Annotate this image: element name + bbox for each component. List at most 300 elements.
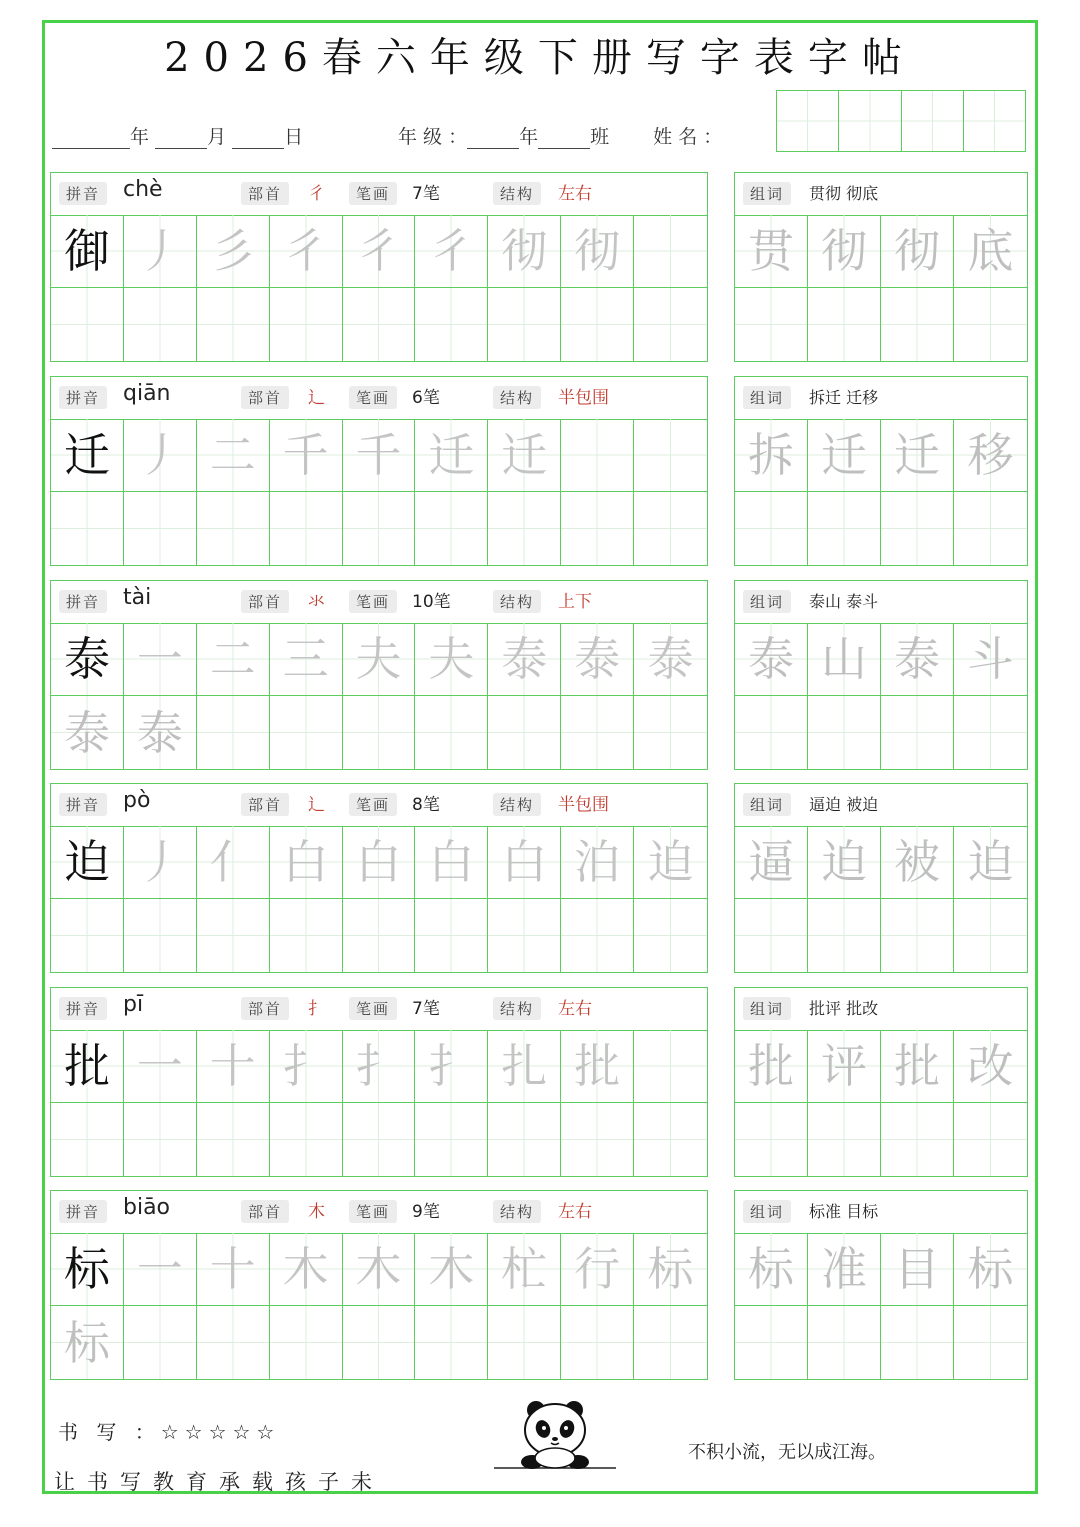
word-writing-cell[interactable] [954, 899, 1027, 972]
word-grid [735, 623, 1027, 769]
word-writing-cell[interactable] [881, 623, 954, 696]
writing-cell[interactable] [561, 288, 634, 361]
writing-cell[interactable] [51, 288, 124, 361]
word-writing-cell[interactable] [881, 899, 954, 972]
writing-cell[interactable] [415, 1103, 488, 1176]
char-header [51, 784, 707, 827]
stroke-step-char: 白 [282, 835, 329, 889]
writing-cell[interactable] [124, 696, 197, 769]
stroke-step-char: 夫 [355, 632, 402, 686]
practice-grid [51, 1030, 707, 1176]
writing-cell[interactable] [343, 1233, 416, 1306]
writing-cell[interactable] [343, 1306, 416, 1379]
class-line [398, 122, 722, 149]
word-writing-cell[interactable] [954, 288, 1027, 361]
strokes-value: 9笔 [412, 1202, 440, 1222]
word-writing-cell[interactable] [735, 492, 808, 565]
structure-tag: 结构 [493, 793, 541, 816]
name-cell[interactable] [839, 91, 901, 151]
writing-cell[interactable] [270, 826, 343, 899]
word-trace-char: 被 [894, 835, 940, 889]
writing-cell[interactable] [270, 1030, 343, 1103]
word-writing-cell[interactable] [954, 623, 1027, 696]
word-trace-char: 迫 [967, 835, 1014, 889]
word-writing-cell[interactable] [808, 419, 881, 492]
words-header [735, 1191, 1027, 1234]
class-blank[interactable] [538, 128, 590, 149]
writing-cell[interactable] [488, 215, 561, 288]
stroke-step-char: 杧 [501, 1242, 548, 1296]
words-tag: 组词 [743, 997, 791, 1020]
radical-value: 扌 [308, 999, 325, 1019]
writing-cell[interactable] [634, 623, 707, 696]
writing-cell[interactable] [561, 419, 634, 492]
word-writing-cell[interactable] [881, 1030, 954, 1103]
practice-grid [51, 419, 707, 565]
stroke-step-char: 木 [428, 1242, 475, 1296]
writing-cell[interactable] [415, 696, 488, 769]
word-trace-char: 拆 [748, 428, 794, 482]
writing-cell[interactable] [197, 1306, 270, 1379]
practice-grid [51, 623, 707, 769]
char-header [51, 377, 707, 420]
writing-cell[interactable] [51, 1306, 124, 1379]
stroke-step-char: 亻 [209, 835, 256, 889]
model-char: 标 [63, 1242, 110, 1296]
writing-cell[interactable] [197, 1030, 270, 1103]
word-practice-block [734, 987, 1028, 1177]
word-writing-cell[interactable] [808, 1103, 881, 1176]
writing-cell[interactable] [124, 623, 197, 696]
writing-cell[interactable] [561, 492, 634, 565]
structure-tag: 结构 [493, 1200, 541, 1223]
word-writing-cell[interactable] [808, 1030, 881, 1103]
pinyin-value: qiān [123, 381, 171, 406]
model-char: 迁 [63, 428, 110, 482]
words-tag: 组词 [743, 386, 791, 409]
word-writing-cell[interactable] [881, 696, 954, 769]
words-header [735, 988, 1027, 1031]
stroke-step-char: 标 [63, 1315, 110, 1370]
char-header [51, 988, 707, 1031]
writing-cell[interactable] [124, 288, 197, 361]
words-tag: 组词 [743, 1200, 791, 1223]
stroke-practice-block [50, 783, 708, 973]
writing-cell[interactable] [343, 696, 416, 769]
stroke-step-char: 白 [501, 835, 548, 889]
word-grid [735, 419, 1027, 565]
writing-cell[interactable] [415, 1030, 488, 1103]
writing-cell[interactable] [561, 1233, 634, 1306]
stroke-step-char: 木 [282, 1242, 329, 1296]
quote-text: 不积小流，无以成江海。 [688, 1442, 886, 1463]
writing-cell[interactable] [270, 419, 343, 492]
month-label: 月 [207, 126, 227, 148]
structure-tag: 结构 [493, 386, 541, 409]
name-box[interactable] [776, 90, 1026, 152]
word-writing-cell[interactable] [881, 1306, 954, 1379]
name-cell[interactable] [777, 91, 839, 151]
word-writing-cell[interactable] [954, 215, 1027, 288]
word-practice-block [734, 580, 1028, 770]
words-header [735, 581, 1027, 624]
strokes-value: 7笔 [412, 999, 440, 1019]
writing-cell[interactable] [124, 826, 197, 899]
character-section [50, 783, 1028, 973]
strokes-tag: 笔画 [349, 182, 397, 205]
word-writing-cell[interactable] [735, 1103, 808, 1176]
word-writing-cell[interactable] [954, 1030, 1027, 1103]
stroke-step-char: 千 [355, 428, 402, 482]
word-writing-cell[interactable] [735, 288, 808, 361]
strokes-tag: 笔画 [349, 1200, 397, 1223]
stroke-step-char: 二 [209, 632, 256, 686]
word-writing-cell[interactable] [881, 1103, 954, 1176]
word-writing-cell[interactable] [954, 826, 1027, 899]
month-blank[interactable] [155, 128, 207, 149]
writing-cell[interactable] [561, 623, 634, 696]
word-trace-char: 目 [894, 1242, 940, 1296]
writing-cell[interactable] [488, 826, 561, 899]
writing-cell[interactable] [197, 1233, 270, 1306]
writing-cell[interactable] [197, 1103, 270, 1176]
word-trace-char: 彻 [821, 224, 867, 278]
strokes-value: 10笔 [412, 592, 451, 612]
name-label: 姓 名 ： [653, 126, 723, 148]
word-trace-char: 标 [748, 1242, 794, 1296]
writing-cell[interactable] [634, 492, 707, 565]
word-trace-char: 斗 [967, 632, 1014, 686]
writing-cell[interactable] [124, 899, 197, 972]
grade-year-label: 年 [519, 126, 539, 148]
pinyin-tag: 拼音 [59, 997, 107, 1020]
stroke-step-char: 木 [355, 1242, 402, 1296]
practice-grid [51, 826, 707, 972]
word-writing-cell[interactable] [954, 419, 1027, 492]
word-trace-char: 迁 [821, 428, 867, 482]
word-practice-block [734, 783, 1028, 973]
writing-cell[interactable] [561, 1030, 634, 1103]
stroke-practice-block [50, 172, 708, 362]
day-label: 日 [284, 126, 304, 148]
word-writing-cell[interactable] [808, 826, 881, 899]
word-writing-cell[interactable] [808, 696, 881, 769]
structure-tag: 结构 [493, 590, 541, 613]
model-char-cell [51, 623, 124, 696]
writing-cell[interactable] [561, 826, 634, 899]
word-writing-cell[interactable] [954, 1306, 1027, 1379]
writing-cell[interactable] [197, 696, 270, 769]
year-blank[interactable] [52, 128, 130, 149]
word-writing-cell[interactable] [954, 1103, 1027, 1176]
word-writing-cell[interactable] [881, 419, 954, 492]
writing-cell[interactable] [634, 419, 707, 492]
writing-cell[interactable] [343, 215, 416, 288]
words-value: 拆迁 迁移 [809, 388, 879, 407]
words-value: 贯彻 彻底 [809, 184, 879, 203]
writing-cell[interactable] [488, 899, 561, 972]
writing-cell[interactable] [561, 215, 634, 288]
class-label: 班 [590, 126, 610, 148]
writing-cell[interactable] [343, 1103, 416, 1176]
word-writing-cell[interactable] [881, 492, 954, 565]
character-section [50, 580, 1028, 770]
writing-cell[interactable] [270, 1306, 343, 1379]
word-writing-cell[interactable] [881, 826, 954, 899]
grade-label: 年 级 ： [398, 126, 468, 148]
stroke-practice-block [50, 376, 708, 566]
radical-value: 氺 [308, 592, 325, 612]
writing-cell[interactable] [197, 419, 270, 492]
stroke-step-char: 彳 [355, 224, 402, 278]
writing-cell[interactable] [270, 696, 343, 769]
writing-cell[interactable] [415, 288, 488, 361]
strokes-tag: 笔画 [349, 997, 397, 1020]
writing-cell[interactable] [343, 492, 416, 565]
structure-value: 半包围 [558, 388, 609, 408]
radical-tag: 部首 [241, 386, 289, 409]
stroke-practice-block [50, 580, 708, 770]
word-writing-cell[interactable] [808, 1306, 881, 1379]
writing-cell[interactable] [488, 492, 561, 565]
writing-cell[interactable] [124, 492, 197, 565]
writing-cell[interactable] [197, 492, 270, 565]
pinyin-value: biāo [123, 1195, 171, 1220]
date-line [52, 122, 303, 149]
word-writing-cell[interactable] [954, 696, 1027, 769]
radical-tag: 部首 [241, 182, 289, 205]
word-grid [735, 215, 1027, 361]
writing-cell[interactable] [634, 1103, 707, 1176]
word-trace-char: 迫 [821, 835, 867, 889]
words-tag: 组词 [743, 590, 791, 613]
word-writing-cell[interactable] [808, 899, 881, 972]
writing-cell[interactable] [343, 288, 416, 361]
words-value: 逼迫 被迫 [809, 795, 879, 814]
pinyin-tag: 拼音 [59, 386, 107, 409]
stroke-practice-block [50, 1190, 708, 1380]
word-writing-cell[interactable] [881, 215, 954, 288]
word-writing-cell[interactable] [808, 215, 881, 288]
word-writing-cell[interactable] [881, 288, 954, 361]
writing-cell[interactable] [634, 215, 707, 288]
word-writing-cell[interactable] [808, 623, 881, 696]
word-writing-cell[interactable] [735, 899, 808, 972]
stroke-step-char: 泰 [501, 632, 548, 686]
radical-tag: 部首 [241, 1200, 289, 1223]
name-cell[interactable] [902, 91, 964, 151]
structure-value: 半包围 [558, 795, 609, 815]
word-writing-cell[interactable] [954, 1233, 1027, 1306]
writing-cell[interactable] [51, 492, 124, 565]
writing-cell[interactable] [561, 1306, 634, 1379]
word-writing-cell[interactable] [735, 419, 808, 492]
word-writing-cell[interactable] [954, 492, 1027, 565]
writing-cell[interactable] [197, 623, 270, 696]
word-practice-block [734, 172, 1028, 362]
stroke-step-char: 泰 [136, 705, 183, 760]
word-trace-char: 批 [894, 1039, 940, 1093]
writing-cell[interactable] [197, 899, 270, 972]
structure-value: 左右 [558, 184, 592, 204]
structure-tag: 结构 [493, 182, 541, 205]
writing-cell[interactable] [343, 899, 416, 972]
word-practice-block [734, 376, 1028, 566]
writing-cell[interactable] [270, 215, 343, 288]
word-trace-char: 逼 [748, 835, 794, 889]
writing-cell[interactable] [488, 696, 561, 769]
stroke-step-char: 标 [647, 1242, 694, 1296]
character-section [50, 987, 1028, 1177]
writing-cell[interactable] [561, 1103, 634, 1176]
name-cell[interactable] [964, 91, 1025, 151]
writing-cell[interactable] [488, 288, 561, 361]
stroke-step-char: 行 [574, 1242, 621, 1296]
writing-cell[interactable] [197, 215, 270, 288]
word-writing-cell[interactable] [808, 1233, 881, 1306]
char-header [51, 173, 707, 216]
stroke-step-char: 扌 [355, 1039, 402, 1093]
stroke-step-char: 泰 [63, 705, 110, 760]
writing-cell[interactable] [197, 826, 270, 899]
practice-grid [51, 215, 707, 361]
word-writing-cell[interactable] [808, 288, 881, 361]
word-trace-char: 泰 [748, 632, 794, 686]
word-writing-cell[interactable] [735, 1306, 808, 1379]
year-label: 年 [130, 126, 150, 148]
writing-cell[interactable] [51, 1103, 124, 1176]
model-char-cell [51, 1233, 124, 1306]
structure-value: 上下 [558, 592, 592, 612]
model-char-cell [51, 826, 124, 899]
char-header [51, 1191, 707, 1234]
writing-cell[interactable] [488, 1030, 561, 1103]
word-trace-char: 彻 [894, 224, 940, 278]
writing-cell[interactable] [270, 288, 343, 361]
stroke-step-char: 彳 [428, 224, 475, 278]
writing-cell[interactable] [270, 1233, 343, 1306]
word-trace-char: 底 [967, 224, 1014, 278]
model-char: 迫 [63, 835, 110, 889]
stroke-step-char: 彳 [282, 224, 329, 278]
writing-cell[interactable] [197, 288, 270, 361]
writing-cell[interactable] [415, 492, 488, 565]
writing-cell[interactable] [488, 1233, 561, 1306]
writing-cell[interactable] [270, 623, 343, 696]
writing-cell[interactable] [561, 899, 634, 972]
stroke-step-char: 彻 [501, 224, 548, 278]
day-blank[interactable] [232, 128, 284, 149]
word-writing-cell[interactable] [808, 492, 881, 565]
writing-cell[interactable] [488, 1103, 561, 1176]
writing-cell[interactable] [415, 826, 488, 899]
writing-cell[interactable] [343, 826, 416, 899]
strokes-tag: 笔画 [349, 386, 397, 409]
pinyin-tag: 拼音 [59, 182, 107, 205]
pinyin-value: chè [123, 177, 163, 202]
structure-value: 左右 [558, 1202, 592, 1222]
writing-cell[interactable] [270, 492, 343, 565]
word-writing-cell[interactable] [735, 623, 808, 696]
stroke-step-char: 十 [209, 1039, 256, 1093]
writing-cell[interactable] [415, 419, 488, 492]
word-grid [735, 826, 1027, 972]
grade-blank[interactable] [467, 128, 519, 149]
stroke-step-char: 批 [574, 1039, 621, 1093]
writing-cell[interactable] [124, 1030, 197, 1103]
word-writing-cell[interactable] [735, 215, 808, 288]
writing-cell[interactable] [343, 419, 416, 492]
word-writing-cell[interactable] [735, 696, 808, 769]
writing-cell[interactable] [634, 826, 707, 899]
pinyin-tag: 拼音 [59, 590, 107, 613]
word-writing-cell[interactable] [881, 1233, 954, 1306]
writing-cell[interactable] [270, 1103, 343, 1176]
stroke-step-char: 千 [282, 428, 329, 482]
writing-cell[interactable] [51, 696, 124, 769]
stroke-step-char: 彡 [209, 224, 256, 278]
model-char: 御 [63, 224, 110, 278]
writing-cell[interactable] [415, 899, 488, 972]
writing-cell[interactable] [343, 623, 416, 696]
structure-tag: 结构 [493, 997, 541, 1020]
writing-cell[interactable] [124, 1103, 197, 1176]
writing-cell[interactable] [634, 1306, 707, 1379]
writing-cell[interactable] [51, 899, 124, 972]
word-writing-cell[interactable] [735, 1030, 808, 1103]
writing-cell[interactable] [124, 215, 197, 288]
writing-cell[interactable] [415, 1233, 488, 1306]
word-writing-cell[interactable] [735, 1233, 808, 1306]
writing-rating: 书 写 ：☆☆☆☆☆ [58, 1420, 281, 1444]
writing-cell[interactable] [415, 1306, 488, 1379]
stroke-step-char: 夫 [428, 632, 475, 686]
writing-cell[interactable] [124, 1233, 197, 1306]
writing-cell[interactable] [415, 623, 488, 696]
word-trace-char: 标 [967, 1242, 1014, 1296]
model-char-cell [51, 419, 124, 492]
writing-cell[interactable] [488, 419, 561, 492]
model-char-cell [51, 215, 124, 288]
word-grid [735, 1030, 1027, 1176]
strokes-tag: 笔画 [349, 590, 397, 613]
writing-cell[interactable] [634, 1030, 707, 1103]
writing-cell[interactable] [634, 288, 707, 361]
writing-cell[interactable] [634, 696, 707, 769]
writing-cell[interactable] [634, 1233, 707, 1306]
writing-cell[interactable] [488, 1306, 561, 1379]
word-grid [735, 1233, 1027, 1379]
writing-cell[interactable] [270, 899, 343, 972]
practice-grid [51, 1233, 707, 1379]
stroke-step-char: 丿 [136, 835, 183, 889]
panda-icon [494, 1396, 616, 1474]
writing-cell[interactable] [488, 623, 561, 696]
writing-cell[interactable] [124, 419, 197, 492]
word-trace-char: 山 [821, 632, 867, 686]
pinyin-value: pò [123, 788, 151, 813]
words-tag: 组词 [743, 793, 791, 816]
writing-cell[interactable] [415, 215, 488, 288]
stroke-step-char: 十 [209, 1242, 256, 1296]
writing-cell[interactable] [124, 1306, 197, 1379]
writing-cell[interactable] [634, 899, 707, 972]
stroke-step-char: 丿 [136, 224, 183, 278]
writing-cell[interactable] [561, 696, 634, 769]
writing-cell[interactable] [343, 1030, 416, 1103]
word-writing-cell[interactable] [735, 826, 808, 899]
stroke-step-char: 白 [428, 835, 475, 889]
